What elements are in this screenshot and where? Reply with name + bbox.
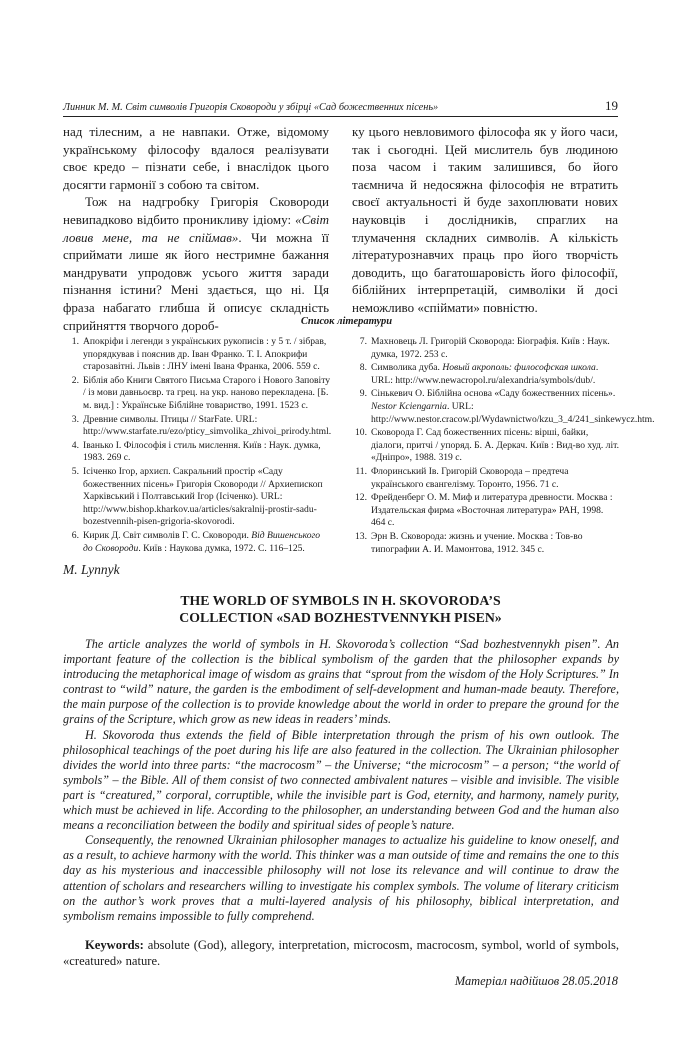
reference-number: 2. [71,374,79,386]
reference-text: . URL: http://www.nestor.cracow.pl/Wydawnictwo/kzu_3_4/241_sinkewycz.htm. [371,400,655,425]
right-paragraph-1: ку цього невловимого філософа як у його часи, так і сьогодні. Цей мислитель був людиною поза часом і таким залишився, бо його таємнича й недосяжна філософія не втратить своєї актуальності й буде захоплювати нових науковців і дослідників, спраглих на тлумачення складних символів. А кількість літературознавчих праць про його творчість доводить, що багатошаровість його філософії, біблійних інтерпретацій, символіки й досі неможливо «спіймати» повністю. [352,124,618,315]
reference-number: 5. [71,465,79,477]
reference-text: Древние символы. Птицы // StarFate. URL: http://www.starfate.ru/ezo/pticy_simvolika_zhivoi_prirody.html. [83,413,332,438]
received-date: Матеріал надійшов 28.05.2018 [454,974,618,988]
keywords [63,937,619,969]
header-title: Світ символів Григорія Сковороди у збірці «Сад божественних пісень» [125,102,439,113]
reference-text: Махновець Л. Григорій Сковорода: Біографія. Київ : Наук. думка, 1972. 253 с. [371,336,610,360]
reference-number: 7. [359,336,367,347]
reference-item [63,336,331,374]
reference-text: . Київ : Наукова думка, 1972. С. 116–125. [138,542,305,554]
idiom-quote: «Світ ловив мене, та не спіймав» [63,211,329,245]
keywords-text: absolute (God), allegory, interpretation, microcosm, macrocosm, symbol, world of symbols, «creatured» nature. [63,938,619,968]
reference-item [63,466,331,529]
reference-number: 9. [359,388,367,400]
english-title-line-1: THE WORLD OF SYMBOLS IN H. SKOVORODA’S [180,593,501,608]
right-column [352,123,618,317]
reference-text: Кирик Д. Світ символів Г. С. Сковороди. [83,529,252,541]
reference-text: Біблія або Книги Святого Письма Старого і Нового Заповіту / із мови давньоєвр. та грец. на укр. наново перекладена. [Б. м. вид.] : Українське Біблійне товариство, 1991. 1523 с. [83,374,331,411]
references-list [63,336,655,555]
reference-text: Іванько І. Філософія і стиль мислення. Київ : Наук. думка, 1983. 269 с. [83,439,321,464]
left-paragraph-1: над тілесним, а не навпаки. Отже, відомому українському філософу вдалося реалізувати своє кредо – пізнати себе, і внаслідок цього досягти гармонії з собою та світом. [63,124,329,192]
references-left-column [63,336,331,556]
left-paragraph-2-b: . Чи можна її сприймати лише як його нестримне бажання мандрувати упродовж усього життя заради пізнання істини? Мені здається, що ні. Ця фраза набагато глибша й описує складність сприйняття творчого дороб- [63,229,329,333]
reference-item [351,388,655,426]
english-author: M. Lynnyk [63,562,120,577]
reference-item [63,414,331,439]
abstract-paragraph-2: H. Skovoroda thus extends the field of Bible interpretation through the prism of his own outlook. The philosophical teachings of the poet during his life are also featured in the collection. The Ukrainian philosopher divides the world into three parts: “the macrocosm” – the Universe; “the microcosm” – a person; “the world of symbols” – the Bible. All of them consist of two connected ambivalent natures – visible and invisible. The visible part is “creatured,” corporal, corruptible, while the invisible part is God, eternity, and harmony, namely purity, which must be achieved in life. According to the philosopher, an understanding between God and the human also means a reconciliation between the bodily and spiritual sides of people’s nature. [63,727,619,833]
reference-text: Сінькевич О. Біблійна основа «Саду божественних пісень». [371,388,616,400]
left-column [63,123,329,334]
reference-number: 6. [71,529,79,541]
reference-item [63,530,331,555]
reference-text: Символика дуба. [371,362,443,374]
page-number: 19 [605,98,618,113]
reference-italic: Новый акрополь: философская школа [442,362,596,374]
reference-number: 1. [71,336,79,347]
reference-italic: Nestor Kciengarnia [371,400,447,412]
reference-item [351,336,619,361]
reference-item [351,427,619,465]
keywords-label: Keywords: [85,938,144,952]
running-header [63,96,618,117]
reference-number: 13. [355,530,367,542]
reference-text: Флоринський Ів. Григорій Сковорода – предтеча українського євангелізму. Торонто, 1956. 71 с. [371,465,569,490]
header-text [63,102,438,113]
reference-item [351,492,619,530]
english-title-line-2: COLLECTION «SAD BOZHESTVENNYKH PISEN» [179,610,502,625]
english-title [63,592,618,626]
abstract-paragraph-3: Consequently, the renowned Ukrainian philosopher manages to actualize his guideline to know oneself, and as a result, to achieve harmony with the world. This thinker was a man outside of time and remains the one to this day as his mysterious and inaccessible philosophy will not lose its relevance and will continue to draw the attention of scholars and researchers willing to investigate his complex symbols. The volume of literary criticism on the author’s work proves that a multi-layered analysis of his philosophy, biblical interpretation, and symbolism remains impossible to fully comprehend. [63,833,619,923]
reference-item [63,440,331,465]
left-paragraph-2-a: Тож на надгробку Григорія Сковороди невипадково відбито проникливу ідіому: [63,194,329,227]
header-author: Линник М. М. [63,102,123,113]
reference-item [351,466,619,491]
references-title: Список літератури [300,316,393,327]
left-paragraph-2 [63,193,329,334]
reference-number: 11. [355,465,367,477]
english-abstract [63,637,619,924]
reference-italic: Від Вишенського до Сковороди [83,529,321,554]
references-right-column [351,336,655,557]
reference-item [351,362,619,387]
reference-text: Сковорода Г. Сад божественних пісень: вірші, байки, діалоги, притчі / упоряд. Б. А. Деркач. Київ : Вид-во худ. літ. «Дніпро», 1988. 319 с. [371,427,620,464]
reference-number: 8. [359,362,367,374]
reference-text: . URL: http://www.newacropol.ru/alexandria/symbols/dub/. [371,362,599,386]
reference-text: Фрейденберг О. М. Миф и литература древности. Москва : Издательская фирма «Восточная литература» РАН, 1998. 464 с. [371,492,613,529]
reference-number: 3. [71,413,79,425]
reference-number: 12. [355,492,367,504]
reference-number: 10. [355,427,367,439]
reference-item [351,531,619,556]
abstract-paragraph-1: The article analyzes the world of symbols in H. Skovoroda’s collection “Sad bozhestvennykh pisen”. An important feature of the collection is the biblical symbolism of the garden that the philosopher expands by introducing the metaphorical image of wisdom as grains that “sprout from the wisdom of the Holy Scriptures.” In contrast to “wild” nature, the garden is the embodiment of self-development and human-made beauty. Therefore, the main purpose of the collection is to provide knowledge about the world in order to prepare the ground for the grains of the Scripture, which grow as new ideas in readers’ minds. [63,637,619,727]
reference-item [63,375,331,413]
reference-text: Эрн В. Сковорода: жизнь и учение. Москва : Тов-во типографии А. И. Мамонтова, 1912. 345 с. [371,530,583,555]
reference-number: 4. [71,439,79,451]
reference-text: Ісіченко Ігор, архиєп. Сакральний простір «Саду божественних пісень» Григорія Сковороди // Архиепископ Харківський і Полтавський Ігор (Ісіченко). URL: http://www.bishop.kharkov.ua/articles/sakralnij-prostir-sadu-bozestvennih-pisen-grigoria-skovorodi. [83,465,323,528]
reference-text: Апокріфи і легенди з українських рукописів : у 5 т. / зібрав, упорядкував і пояснив др. Іван Франко. Т. I. Апокрифи старозавітні. Львів : ЛНУ імені Івана Франка, 2006. 559 с. [83,336,327,373]
